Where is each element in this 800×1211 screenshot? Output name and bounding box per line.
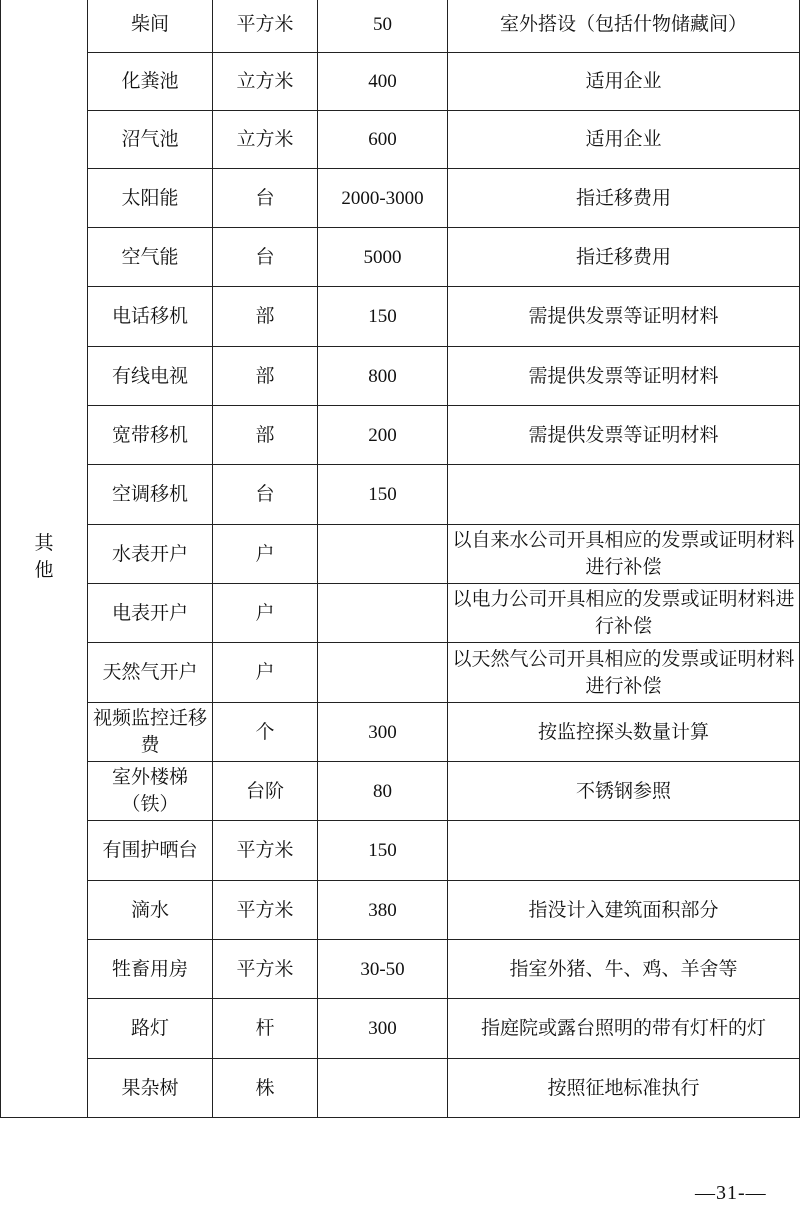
table-row xyxy=(1,287,800,347)
unit-cell: 户 xyxy=(213,525,318,584)
table-row xyxy=(1,228,800,287)
item-cell: 电表开户 xyxy=(88,584,213,643)
table-row xyxy=(1,111,800,169)
item-cell: 路灯 xyxy=(88,999,213,1059)
note-cell xyxy=(448,821,800,881)
amount-cell: 800 xyxy=(318,347,448,406)
unit-cell: 部 xyxy=(213,287,318,347)
table-row xyxy=(1,643,800,703)
note-cell: 室外搭设（包括什物储藏间） xyxy=(448,0,800,53)
amount-cell xyxy=(318,643,448,703)
item-cell: 天然气开户 xyxy=(88,643,213,703)
note-cell: 指庭院或露台照明的带有灯杆的灯 xyxy=(448,999,800,1059)
unit-cell: 台阶 xyxy=(213,762,318,821)
item-cell: 柴间 xyxy=(88,0,213,53)
item-cell: 室外楼梯（铁） xyxy=(88,762,213,821)
amount-cell: 200 xyxy=(318,406,448,465)
amount-cell: 150 xyxy=(318,465,448,525)
item-cell: 空调移机 xyxy=(88,465,213,525)
unit-cell: 部 xyxy=(213,406,318,465)
item-cell: 电话移机 xyxy=(88,287,213,347)
note-cell: 按照征地标准执行 xyxy=(448,1059,800,1118)
table-row xyxy=(1,465,800,525)
amount-cell: 150 xyxy=(318,821,448,881)
table-row xyxy=(1,940,800,999)
table-row xyxy=(1,821,800,881)
note-cell: 指迁移费用 xyxy=(448,228,800,287)
note-cell: 不锈钢参照 xyxy=(448,762,800,821)
note-cell: 适用企业 xyxy=(448,111,800,169)
unit-cell: 部 xyxy=(213,347,318,406)
unit-cell: 个 xyxy=(213,703,318,762)
item-cell: 果杂树 xyxy=(88,1059,213,1118)
table-row xyxy=(1,881,800,940)
item-cell: 空气能 xyxy=(88,228,213,287)
item-cell: 有围护晒台 xyxy=(88,821,213,881)
unit-cell: 平方米 xyxy=(213,881,318,940)
item-cell: 化粪池 xyxy=(88,53,213,111)
amount-cell: 50 xyxy=(318,0,448,53)
amount-cell: 400 xyxy=(318,53,448,111)
table-row xyxy=(1,406,800,465)
amount-cell: 2000-3000 xyxy=(318,169,448,228)
amount-cell: 5000 xyxy=(318,228,448,287)
unit-cell: 杆 xyxy=(213,999,318,1059)
item-cell: 牲畜用房 xyxy=(88,940,213,999)
table-row xyxy=(1,1059,800,1118)
note-cell: 以自来水公司开具相应的发票或证明材料进行补偿 xyxy=(448,525,800,584)
table-row xyxy=(1,53,800,111)
item-cell: 沼气池 xyxy=(88,111,213,169)
unit-cell: 株 xyxy=(213,1059,318,1118)
item-cell: 太阳能 xyxy=(88,169,213,228)
table-row xyxy=(1,0,800,53)
note-cell: 以天然气公司开具相应的发票或证明材料进行补偿 xyxy=(448,643,800,703)
table-row xyxy=(1,347,800,406)
note-cell: 以电力公司开具相应的发票或证明材料进行补偿 xyxy=(448,584,800,643)
table-row xyxy=(1,703,800,762)
page-number: —31-— xyxy=(695,1182,767,1204)
note-cell: 按监控探头数量计算 xyxy=(448,703,800,762)
unit-cell: 平方米 xyxy=(213,821,318,881)
note-cell: 需提供发票等证明材料 xyxy=(448,347,800,406)
unit-cell: 立方米 xyxy=(213,111,318,169)
table-body xyxy=(1,0,800,1118)
amount-cell: 300 xyxy=(318,703,448,762)
unit-cell: 台 xyxy=(213,465,318,525)
note-cell: 指迁移费用 xyxy=(448,169,800,228)
unit-cell: 户 xyxy=(213,584,318,643)
note-cell: 需提供发票等证明材料 xyxy=(448,287,800,347)
amount-cell xyxy=(318,525,448,584)
amount-cell: 600 xyxy=(318,111,448,169)
amount-cell: 30-50 xyxy=(318,940,448,999)
note-cell: 适用企业 xyxy=(448,53,800,111)
amount-cell: 80 xyxy=(318,762,448,821)
item-cell: 宽带移机 xyxy=(88,406,213,465)
unit-cell: 户 xyxy=(213,643,318,703)
group-label: 其 他 xyxy=(1,0,88,1118)
amount-cell: 380 xyxy=(318,881,448,940)
item-cell: 滴水 xyxy=(88,881,213,940)
unit-cell: 平方米 xyxy=(213,0,318,53)
table-row xyxy=(1,584,800,643)
table-row xyxy=(1,999,800,1059)
unit-cell: 立方米 xyxy=(213,53,318,111)
unit-cell: 平方米 xyxy=(213,940,318,999)
amount-cell xyxy=(318,584,448,643)
item-cell: 水表开户 xyxy=(88,525,213,584)
amount-cell: 300 xyxy=(318,999,448,1059)
unit-cell: 台 xyxy=(213,228,318,287)
table-row xyxy=(1,762,800,821)
note-cell: 指没计入建筑面积部分 xyxy=(448,881,800,940)
item-cell: 视频监控迁移费 xyxy=(88,703,213,762)
table-row xyxy=(1,525,800,584)
note-cell: 需提供发票等证明材料 xyxy=(448,406,800,465)
unit-cell: 台 xyxy=(213,169,318,228)
note-cell xyxy=(448,465,800,525)
note-cell: 指室外猪、牛、鸡、羊舍等 xyxy=(448,940,800,999)
item-cell: 有线电视 xyxy=(88,347,213,406)
amount-cell xyxy=(318,1059,448,1118)
amount-cell: 150 xyxy=(318,287,448,347)
table-row xyxy=(1,169,800,228)
